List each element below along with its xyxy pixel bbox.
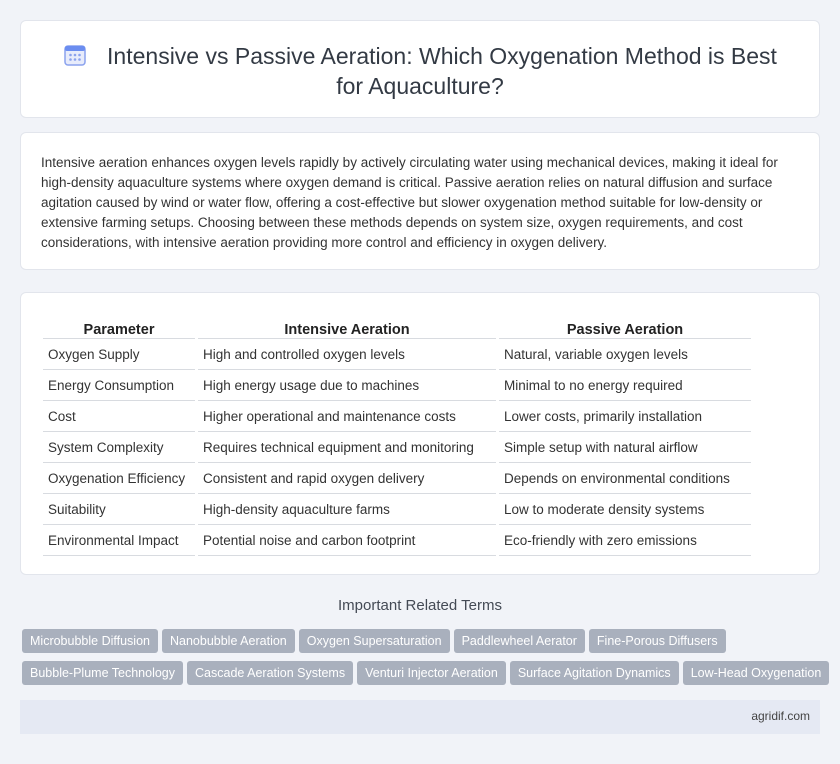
table-row [43,370,751,401]
term-tag[interactable]: Surface Agitation Dynamics [510,661,679,685]
term-tag[interactable]: Venturi Injector Aeration [357,661,506,685]
intro-card [20,132,820,270]
footer-site-link[interactable]: agridif.com [751,709,810,723]
term-tag[interactable]: Oxygen Supersaturation [299,629,450,653]
intensive-cell: High-density aquaculture farms [198,494,496,525]
page-title [51,41,789,101]
tag-row [22,629,822,655]
passive-cell: Simple setup with natural airflow [499,432,751,463]
header-intensive: Intensive Aeration [198,315,496,339]
parameter-cell: Oxygen Supply [43,339,195,370]
parameter-cell: Oxygenation Efficiency [43,463,195,494]
passive-cell: Natural, variable oxygen levels [499,339,751,370]
term-tag[interactable]: Microbubble Diffusion [22,629,158,653]
table-row [43,463,751,494]
parameter-cell: System Complexity [43,432,195,463]
parameter-cell: Suitability [43,494,195,525]
related-terms-tags [22,629,822,693]
tag-row [22,661,822,687]
parameter-cell: Energy Consumption [43,370,195,401]
table-row [43,432,751,463]
intensive-cell: Potential noise and carbon footprint [198,525,496,556]
table-row [43,494,751,525]
intensive-cell: Higher operational and maintenance costs [198,401,496,432]
passive-cell: Eco-friendly with zero emissions [499,525,751,556]
passive-cell: Minimal to no energy required [499,370,751,401]
title-card [20,20,820,118]
comparison-card [20,292,820,575]
footer-bar [20,700,820,734]
intro-paragraph: Intensive aeration enhances oxygen levels rapidly by actively circulating water using mechanical devices, making it ideal for high-density aquaculture systems where oxygen demand is critical. Passive aeration relies on natural diffusion and surface agitation caused by wind or water flow, offering a cost-effective but slower oxygenation method suitable for low-density or extensive farming setups. Choosing between these methods depends on system size, oxygen requirements, and cost considerations, with intensive aeration providing more control and efficiency in oxygen delivery. [41,155,778,250]
term-tag[interactable]: Paddlewheel Aerator [454,629,585,653]
header-passive: Passive Aeration [499,315,751,339]
passive-cell: Depends on environmental conditions [499,463,751,494]
parameter-cell: Cost [43,401,195,432]
term-tag[interactable]: Low-Head Oxygenation [683,661,830,685]
intensive-cell: Requires technical equipment and monitoring [198,432,496,463]
parameter-cell: Environmental Impact [43,525,195,556]
intensive-cell: High and controlled oxygen levels [198,339,496,370]
related-terms-heading: Important Related Terms [338,597,502,614]
calendar-icon [63,43,87,67]
term-tag[interactable]: Nanobubble Aeration [162,629,295,653]
intensive-cell: Consistent and rapid oxygen delivery [198,463,496,494]
table-header-row [43,315,751,339]
intensive-cell: High energy usage due to machines [198,370,496,401]
term-tag[interactable]: Bubble-Plume Technology [22,661,183,685]
table-row [43,525,751,556]
comparison-table [43,315,751,556]
table-row [43,339,751,370]
passive-cell: Lower costs, primarily installation [499,401,751,432]
term-tag[interactable]: Fine-Porous Diffusers [589,629,726,653]
header-parameter: Parameter [43,315,195,339]
passive-cell: Low to moderate density systems [499,494,751,525]
title-text: Intensive vs Passive Aeration: Which Oxygenation Method is Best for Aquaculture? [107,43,777,99]
table-row [43,401,751,432]
term-tag[interactable]: Cascade Aeration Systems [187,661,353,685]
